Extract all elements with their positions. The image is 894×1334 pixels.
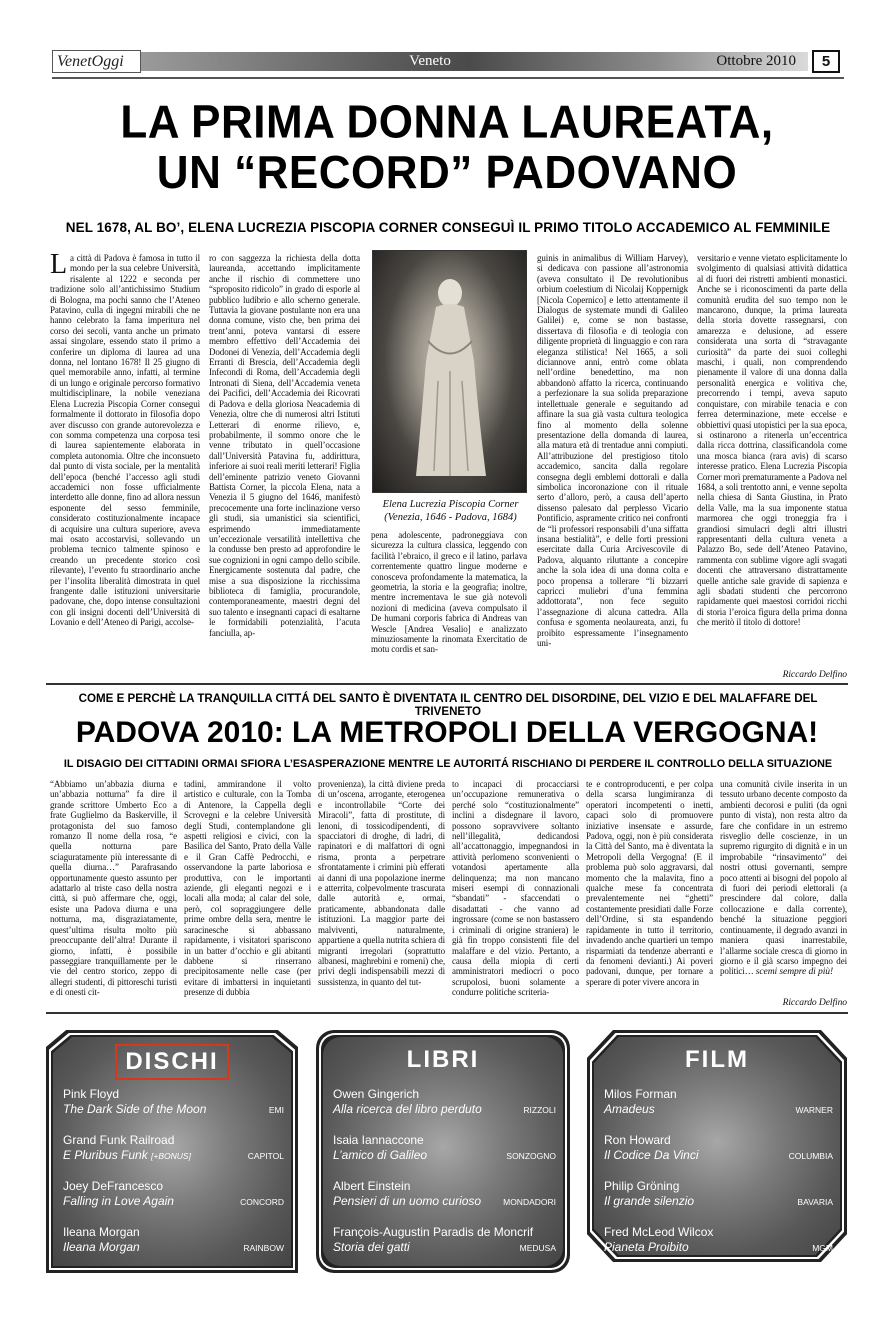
- director: Milos Forman: [604, 1087, 677, 1101]
- record-label: CONCORD: [240, 1197, 284, 1207]
- article2-column: [50, 779, 177, 1009]
- article1-column: [209, 253, 360, 681]
- divider: [46, 1012, 848, 1014]
- publisher: SONZOGNO: [506, 1151, 556, 1161]
- list-item: [604, 1087, 833, 1133]
- list-item: [604, 1179, 833, 1225]
- dischi-box: [46, 1030, 298, 1273]
- page-number: 5: [812, 50, 840, 73]
- book-title: Storia dei gatti: [333, 1240, 410, 1254]
- list-item: [604, 1225, 833, 1271]
- album-title: E Pluribus Funk: [63, 1148, 148, 1162]
- list-item: [63, 1179, 284, 1225]
- masthead: [52, 50, 844, 72]
- author: Albert Einstein: [333, 1179, 411, 1193]
- column-text: provenienza), la città diviene preda di un’oscena, arrogante, eterogenea e incontrollabile “Corte dei Miracoli”, fatta di prostitute, di lenoni, di tossicodipendenti, di spacciatori di droghe, di ladri, di rapinatori e di malfattori di ogni risma, pronta a perpetrare sfrontatamente i crimini più efferati ai danni di una popolazione inerme e atterrita, colpevolmente trascurata dalle autorità e, ormai, praticamente, abbandonata dalle istituzioni. La maggior parte dei malviventi, naturalmente, appartiene a quella nutrita schiera di migranti irregolari (soprattutto albanesi, maghrebini e romeni) che, privi degli indispensabili mezzi di sussistenza, in quanto del tut-: [318, 779, 445, 987]
- book-title: Pensieri di un uomo curioso: [333, 1194, 482, 1208]
- box-title: [46, 1044, 298, 1080]
- column-text: tadini, ammirandone il volto artistico e culturale, con la Tomba di Antenore, la Cappella degli Scrovegni e la celebre Università degli Studi, contemplandone gli aspetti religiosi e civici, con la Basilica del Santo, Prato della Valle e il Gran Caffè Pedrocchi, e osservandone la parte laboriosa e produttiva, con le importanti aziende, gli eleganti negozi e i locali alla moda; al calar del sole, però, col sopraggiungere delle prime ombre della sera, mentre le saracinesche si abbassano rapidamente, i visitatori spariscono in un batter d’occhio e gli abitanti dabbene si rinserrano precipitosamente nelle case (per evitare di imbattersi in inquietanti presenze di dubbia: [184, 779, 311, 998]
- box-title: [587, 1044, 847, 1076]
- list-item: [63, 1133, 284, 1179]
- article2-column: [452, 779, 579, 1009]
- artist: Joey DeFrancesco: [63, 1179, 164, 1193]
- director: Ron Howard: [604, 1133, 671, 1147]
- list-item: [333, 1179, 556, 1225]
- section-name: Veneto: [409, 53, 451, 69]
- article1-column: [371, 530, 527, 681]
- director: Fred McLeod Wilcox: [604, 1225, 714, 1239]
- byline: Riccardo Delfino: [782, 669, 847, 680]
- divider: [52, 77, 844, 79]
- director: Philip Gröning: [604, 1179, 680, 1193]
- article2-headline: PADOVA 2010: LA METROPOLI DELLA VERGOGNA!: [75, 716, 819, 749]
- libri-box: [316, 1030, 570, 1273]
- libri-list: [333, 1087, 556, 1271]
- list-item: [333, 1133, 556, 1179]
- drop-cap: L: [50, 253, 68, 280]
- book-title: L’amico di Galileo: [333, 1148, 428, 1162]
- record-label: CAPITOL: [247, 1151, 284, 1161]
- list-item: [63, 1225, 284, 1271]
- article1-column: [537, 253, 688, 681]
- article2-column: [586, 779, 713, 1009]
- list-item: [333, 1225, 556, 1271]
- column-text: una comunità civile inserita in un tessuto urbano decente composto da ambienti decorosi e puliti (da ogni punto di vista), non resta altro da fare che confidare in un estremo risveglio delle coscienze, in un supremo rigurgito di dignità e in un improbabile “rinsavimento” dei nostri ottusi governanti, sempre poco attenti ai bisogni del popolo al di fuori dei periodi elettorali (a prescindere dal colore, dalla collocazione e dalla corrente), benché la situazione peggiori continuamente, il degrado avanzi in maniera quasi inarrestabile, l’allarme sociale cresca di giorno in giorno e il già scarso impegno dei politici…: [720, 779, 847, 977]
- studio: MGM: [812, 1243, 833, 1253]
- byline: Riccardo Delfino: [782, 997, 847, 1008]
- artist: Ileana Morgan: [63, 1225, 140, 1239]
- article2-column: [184, 779, 311, 1009]
- list-item: [63, 1087, 284, 1133]
- album-title: Falling in Love Again: [63, 1194, 174, 1208]
- publisher: RIZZOLI: [523, 1105, 556, 1115]
- dischi-list: [63, 1087, 284, 1271]
- film-list: [604, 1087, 833, 1271]
- article2-column: [318, 779, 445, 1009]
- list-item: [333, 1087, 556, 1133]
- column-text: te e controproducenti, e per colpa della scarsa lungimiranza di operatori incompetenti o inetti, capaci solo di promuovere iniziative insensate e assurde, Padova, oggi, non è più considerata la Città del Santo, ma è diventata la Metropoli della Vergogna! (E il problema può solo aggravarsi, dal momento che la malavita, fino a qualche mese fa concentrata prevalentemente nei “ghetti” costantemente presidiati dalle Forze dell’Ordine, si sta espandendo rapidamente in tutto il territorio, invadendo anche quartieri un tempo risparmiati da tendenze aberranti e da fenomeni devianti.) Ai poveri padovani, dunque, per tornare a sperare di poter vivere ancora in: [586, 779, 713, 987]
- artist: Pink Floyd: [63, 1087, 120, 1101]
- film-title: FILM: [685, 1046, 749, 1073]
- movie-title: Il Codice Da Vinci: [604, 1148, 699, 1162]
- portrait-photo: [372, 250, 527, 493]
- article1-column: [697, 253, 847, 681]
- movie-title: Pianeta Proibito: [604, 1240, 689, 1254]
- article1-column: [50, 253, 200, 681]
- statue-figure-icon: [408, 271, 493, 481]
- column-text: ro con saggezza la richiesta della dotta laureanda, accettando implicitamente anche il rischio di commettere uno “sproposito ridicolo” in grado di esporle al pubblico ludibrio e allo scherno generale. Tuttavia la giovane postulante non era una donna comune, visto che, ben prima dei trent’anni, poteva vantarsi di essere membro effettivo dell’Accademia dei Dodonei di Venezia, dell’Accademia degli Erranti di Brescia, dell’Accademia degli Infecondi di Roma, dell’Accademia degli Intronati di Siena, dell’Accademia veneta dei Pacifici, dell’Accademia dei Ricovrati di Padova e della gloriosa Neacademia di Venezia, oltre che di numerosi altri Istituti Letterari di enorme rilievo, e, probabilmente, il sommo onore che le venne tributato in quell’occasione dall’Università Patavina fu, addirittura, inferiore ai suoi reali meriti letterari! Figlia dell’eminente patrizio veneto Giovanni Battista Corner, la piccola Elena, nata a Venezia il 5 giugno del 1646, manifestò precocemente una forte inclinazione verso gli studi, sia umanistici sia scientifici, esprimendo immediatamente un’eccezionale versatilità intellettiva che la condusse ben presto ad approfondire le sue cognizioni in ogni campo dello scibile. Energicamente sostenuta dal padre, che mise a sua disposizione la ricchissima biblioteca di famiglia, procurandole, contemporaneamente, maestri degni del suo talento e insegnanti capaci di esaltarne le formidabili potenzialità, l’acuta fanciulla, ap-: [209, 253, 360, 638]
- dischi-title: DISCHI: [115, 1044, 228, 1080]
- column-text: guinis in animalibus di William Harvey), si dedicava con passione all’astronomia (aveva consultato il De revolutionibus orbium coelestium di Nicolaij Koppernigk [Nicola Copernico] e letto attentamente il Dialogus de systemate mundi di Galileo Galilei) e, come se non bastasse, dissertava di filosofia e di teologia con diligente proprietà di linguaggio e con rara eleganza stilistica! Nel 1665, a soli diciannove anni, entrò come oblata nell’ordine benedettino, ma non abbandonò affatto la ricerca, continuando a perfezionare la sua solida preparazione intellettuale generale e seguitando ad affinare la sua già vasta cultura teologica fino al momento della solenne presentazione della domanda di laurea, alla matura età di trentadue anni compiuti. All’attribuzione del prestigioso titolo accademico, sancita dalla regolare consegna degli emblemi dottorali e dalla simbolica incoronazione con il rituale serto d’alloro, però, a causa dell’aperto dissenso palesato dal perplesso Vicario Pontificio, aspramente critico nei confronti de “li professori responsabili d’una siffatta insana bestialità”, e delle forti pressioni esercitate dalla Curia Arcivescovile di Padova, alquanto riluttante a concepire anche la sola idea di una donna colta e poco propensa a tollerare “li bizzarri capricci muliebri d’una femmina addottorata”, non fece seguito l’assegnazione di alcuna cattedra. Alla confusa e sgomenta neolaureata, anzi, fu proibito espressamente l’insegnamento uni-: [537, 253, 688, 649]
- artist: Grand Funk Railroad: [63, 1133, 175, 1147]
- album-title: The Dark Side of the Moon: [63, 1102, 207, 1116]
- book-title: Alla ricerca del libro perduto: [333, 1102, 482, 1116]
- author: Owen Gingerich: [333, 1087, 420, 1101]
- record-label: EMI: [268, 1105, 284, 1115]
- film-box: [587, 1030, 847, 1262]
- publisher: MONDADORI: [503, 1197, 556, 1207]
- publisher: MEDUSA: [519, 1243, 556, 1253]
- author: François-Augustin Paradis de Moncrif: [333, 1225, 534, 1239]
- article2-deck: IL DISAGIO DEI CITTADINI ORMAI SFIORA L’ESASPERAZIONE MENTRE LE AUTORITÁ RISCHIANO DI PERDERE IL CONTROLLO DELLA SITUAZIONE: [63, 758, 833, 770]
- caption-line: Elena Lucrezia Piscopia Corner: [382, 499, 519, 510]
- record-label: RAINBOW: [243, 1243, 284, 1253]
- logo: VenetOggi: [52, 50, 141, 73]
- column-text: pena adolescente, padroneggiava con sicurezza la cultura classica, leggendo con facilità l’ebraico, il greco e il latino, parlava correntemente quattro lingue moderne e conosceva profondamente la matematica, la geometria, la storia e la geografia; inoltre, mentre incrementava le sue già notevoli nozioni di medicina (aveva compulsato il De humani corporis fabrica di Andreas van Wescle [Andrea Vesalio] e analizzato minuziosamente la rinomata Exercitatio de motu cordis et san-: [371, 530, 527, 655]
- headline-line: UN “RECORD” PADOVANO: [156, 146, 738, 199]
- list-item: [604, 1133, 833, 1179]
- article1-headline: [40, 98, 854, 199]
- movie-title: Amadeus: [604, 1102, 655, 1116]
- column-text: versitario e venne vietato esplicitamente lo svolgimento di qualsiasi attività didattica al di fuori dei ristretti ambienti monastici. Anche se i riconoscimenti da parte della comunità erudita del suo tempo non le mancarono, dunque, la prima laureata della storia dovette rassegnarsi, con amarezza e delusione, ad essere considerata una sorta di “stravagante curiosità” da parte dei suoi colleghi maschi, i quali, non comprendendo pienamente il valore di una donna dalla personalità energica e volitiva che, precorrendo i tempi, aveva saputo conquistare, con mirabile tenacia e con ferrea determinazione, mete eccelse e obbiettivi quasi utopistici per la sua epoca, si ostinarono a ritenerla un’eccentrica dalla ricca dottrina, classificandola come una mosca bianca (rara avis) di scarso interesse pratico. Elena Lucrezia Piscopia Corner morì prematuramente a Padova nel 1684, a soli trentotto anni, e venne sepolta nella chiesa di Santa Giustina, in Prato della Valle, ma la sua imponente statua marmorea che oggi troneggia fra i grandiosi simulacri degli altri illustri rappresentanti della cultura veneta a Palazzo Bo, sede dell’Ateneo Patavino, rammenta con sublime vigore agli svagati docenti che attraversano distrattamente quelle antiche sale gravide di sapienza e agli sbadati studenti che percorrono rapidamente quei maestosi corridoi ricchi di storia l’eroica figura della prima donna che meritò il titolo di dottore!: [697, 253, 847, 628]
- column-text: a città di Padova è famosa in tutto il mondo per la sua celebre Università, risalente al 1222 e seconda per tradizione solo all’antichissimo Studium di Bologna, ma pochi sanno che l’Ateneo Patavino, culla di ingegni mirabili che ne hanno celebrato la fama imperitura nel corso dei secoli, vanta anche un primato assai singolare, essendo stato il primo a conferire un diploma di laurea ad una donna, nel lontano 1678! Il 25 giugno di quel memorabile anno, infatti, al termine di un lungo e originale percorso formativo multidisciplinare, la nobile veneziana Elena Lucrezia Piscopia Corner conseguì formalmente il dottorato in filosofia dopo aver discusso con grande autorevolezza e con somma competenza una corposa tesi di laurea sapientemente elaborata in completa autonomia. Oltre che inconsueto dal punto di vista sociale, per la mentalità dell’epoca (benché l’accesso agli studi accademici non fosse ufficialmente interdetto alle donne, fino ad allora nessun esponente del sesso femminile, considerato costituzionalmente incapace di acquisire una cultura superiore, aveva mai osato accostarvisi, sollevando un problema tecnico talmente spinoso e creando un precedente storico così rilevante), l’evento fu straordinario anche per l’insolita liberalità dimostrata in quel frangente dalle istituzioni universitarie padovane, che, dopo intense consultazioni con gli insigni docenti dell’Università di Lovanio e dell’Ateneo di Parigi, accolse-: [50, 253, 200, 628]
- article2-kicker: COME E PERCHÈ LA TRANQUILLA CITTÁ DEL SANTO È DIVENTATA IL CENTRO DEL DISORDINE, DEL VIZIO E DEL MALAFFARE DEL TRIVENETO: [78, 692, 818, 718]
- photo-caption: [368, 498, 533, 524]
- studio: BAVARIA: [797, 1197, 833, 1207]
- author: Isaia Iannaccone: [333, 1133, 424, 1147]
- album-title: Ileana Morgan: [63, 1240, 140, 1254]
- caption-line: (Venezia, 1646 - Padova, 1684): [384, 512, 517, 523]
- studio: COLUMBIA: [788, 1151, 833, 1161]
- libri-title: LIBRI: [406, 1046, 480, 1073]
- column-text: to incapaci di procacciarsi un’occupazione remunerativa o perché solo “costituzionalmente” inclini a disdegnare il lavoro, possono sopravvivere soltanto nell’illegalità, dedicandosi all’accattonaggio, impegnandosi in attività perlomeno sconvenienti o votandosi apertamente alla delinquenza; ma non mancano miseri esempi di connazionali “sbandati” - sfaccendati o disadattati - che vanno ad ingrossare (come se non bastassero i criminali di origine straniera) le già fin troppo consistenti file del malaffare e del vizio. Pertanto, a causa della miopia di certi amministratori mediocri o poco scrupolosi, buoni solamente a condurre politiche scriteria-: [452, 779, 579, 998]
- studio: WARNER: [795, 1105, 833, 1115]
- box-title: [316, 1044, 570, 1076]
- movie-title: Il grande silenzio: [604, 1194, 695, 1208]
- article2-column: [720, 779, 847, 1009]
- column-text-italic: scemi sempre di più!: [755, 966, 834, 978]
- headline-line: LA PRIMA DONNA LAUREATA,: [120, 96, 774, 148]
- album-title-extra: [+BONUS]: [151, 1151, 191, 1161]
- issue-date: Ottobre 2010: [716, 53, 796, 69]
- article1-deck: NEL 1678, AL BO’, ELENA LUCREZIA PISCOPIA CORNER CONSEGUÌ IL PRIMO TITOLO ACCADEMICO AL FEMMINILE: [65, 220, 831, 235]
- divider: [46, 683, 848, 685]
- column-text: “Abbiamo un’abbazia diurna e un’abbazia notturna” fa dire il grande scrittore Umberto Eco a frate Guglielmo da Baskerville, il protagonista del suo famoso romanzo Il nome della rosa, “e quella notturna pare sciaguratamente più interessante di quella diurna…” Parafrasando opportunamente questo assunto per adattarlo al triste caso della nostra città, si può affermare che, oggi, esiste una Padova diurna e una notturna, ma, disgraziatamente, quest’ultima risulta molto più preoccupante dell’altra! Durante il giorno, infatti, è possibile passeggiare tranquillamente per le vie del centro storico, zeppo di allegri studenti, di pittoreschi turisti e di onesti cit-: [50, 779, 177, 998]
